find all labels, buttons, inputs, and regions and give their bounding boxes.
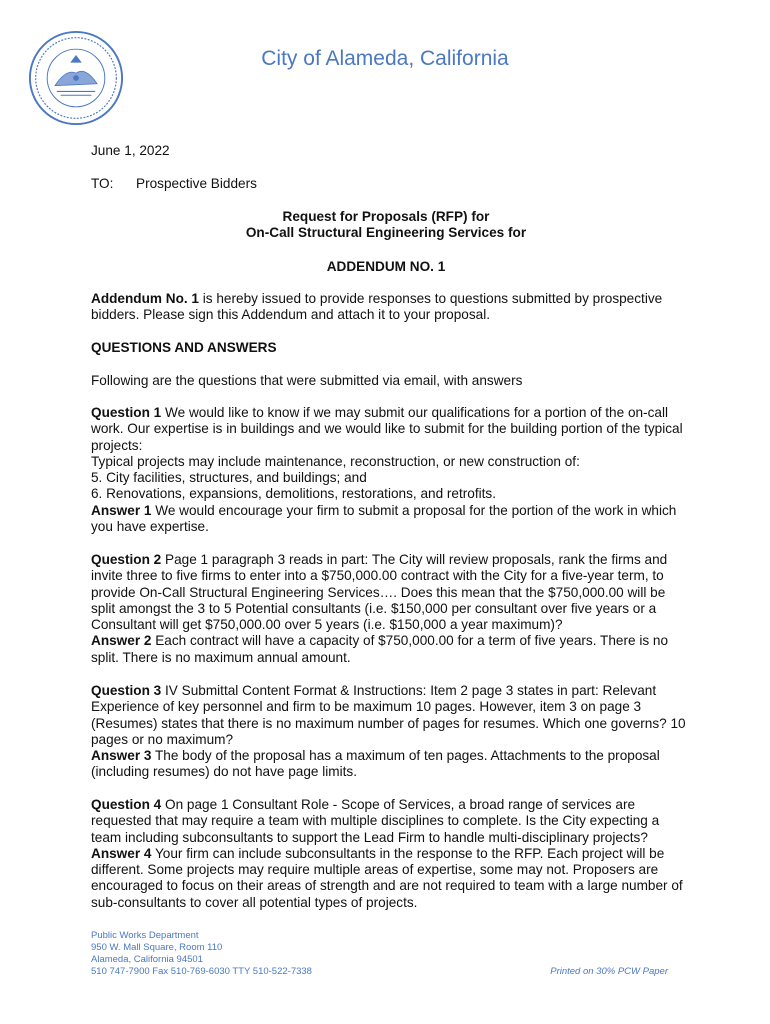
rfp-line-1: Request for Proposals (RFP) for <box>282 209 490 224</box>
footer-printed-note: Printed on 30% PCW Paper <box>550 966 668 977</box>
question-extra-line: Typical projects may include maintenance, reconstruction, or new construction of: <box>91 453 580 469</box>
qa-lead: Following are the questions that were submitted via email, with answers <box>91 373 523 388</box>
intro-text: is hereby issued to provide responses to questions submitted by prospective bidders. Please sign this Addendum and attach it to your proposal. <box>91 291 663 323</box>
question-label: Question 3 <box>91 683 162 698</box>
letter-date: June 1, 2022 <box>91 143 170 158</box>
answer-text: The body of the proposal has a maximum of ten pages. Attachments to the proposal (including resumes) do not have page limits. <box>91 748 660 780</box>
to-label: TO: <box>91 176 114 191</box>
footer-phones: 510 747-7900 Fax 510-769-6030 TTY 510-522-7338 <box>91 966 312 977</box>
question-text: On page 1 Consultant Role - Scope of Services, a broad range of services are requested that may require a team with multiple disciplines to complete. Is the City expecting a team including subconsultants to support the Lead Firm to handle multi-disciplinary projects? <box>91 797 660 845</box>
question-label: Question 1 <box>91 405 162 420</box>
qa-item-2 <box>91 552 691 666</box>
qa-item-1 <box>91 405 691 535</box>
qa-heading: QUESTIONS AND ANSWERS <box>91 340 277 355</box>
qa-item-4 <box>91 797 691 911</box>
footer-address-2: Alameda, California 94501 <box>91 954 203 965</box>
intro-bold: Addendum No. 1 <box>91 291 199 306</box>
city-seal-icon <box>28 30 124 126</box>
question-extra-line: 6. Renovations, expansions, demolitions, restorations, and retrofits. <box>91 486 497 502</box>
qa-item-3 <box>91 683 691 781</box>
question-label: Question 2 <box>91 552 162 567</box>
footer-dept: Public Works Department <box>91 930 199 941</box>
answer-text: We would encourage your firm to submit a proposal for the portion of the work in which you have expertise. <box>91 502 677 535</box>
intro-paragraph <box>91 291 691 324</box>
rfp-title <box>91 209 681 242</box>
city-title: City of Alameda, California <box>261 47 509 70</box>
rfp-line-2: On-Call Structural Engineering Services for <box>245 225 527 241</box>
answer-label: Answer 2 <box>91 633 152 649</box>
footer-address-1: 950 W. Mall Square, Room 110 <box>91 942 223 953</box>
question-text: We would like to know if we may submit our qualifications for a portion of the on-call work. Our expertise is in buildings and we would like to submit for the building portion of the typical projects: <box>91 405 683 453</box>
question-label: Question 4 <box>91 797 162 812</box>
to-line <box>91 176 691 192</box>
addendum-title: ADDENDUM NO. 1 <box>326 259 446 274</box>
question-text: Page 1 paragraph 3 reads in part: The City will review proposals, rank the firms and invite three to five firms to enter into a $750,000.00 contract with the City for a five-year term, to provide On-Call Structural Engineering Services…. Does this mean that the $750,000.00 will be split amongst the 3 to 5 Potential consultants (i.e. $150,000 per consultant over five years or a Consultant will get $750,000.00 over 5 years (i.e. $150,000 a year maximum)? <box>91 552 668 633</box>
answer-label: Answer 1 <box>91 502 152 518</box>
footer-address <box>91 930 312 978</box>
answer-text: Your firm can include subconsultants in the response to the RFP. Each project will be different. Some projects may require multiple areas of expertise, some may not. Proposers are encouraged to focus on their areas of strength and are not required to team with a large number of sub-consultants to cover all potential types of projects. <box>91 845 683 910</box>
answer-label: Answer 4 <box>91 845 152 861</box>
question-text: IV Submittal Content Format & Instructions: Item 2 page 3 states in part: Relevant Experience of key personnel and firm to be maximum 10 pages. However, item 3 on page 3 (Resumes) states that there is no maximum number of pages for resumes. Which one governs? 10 pages or no maximum? <box>91 683 686 747</box>
question-extra-line: 5. City facilities, structures, and buildings; and <box>91 470 367 486</box>
answer-text: Each contract will have a capacity of $750,000.00 for a term of five years. There is no split. There is no maximum annual amount. <box>91 633 669 665</box>
answer-label: Answer 3 <box>91 748 152 764</box>
to-value: Prospective Bidders <box>136 176 257 191</box>
